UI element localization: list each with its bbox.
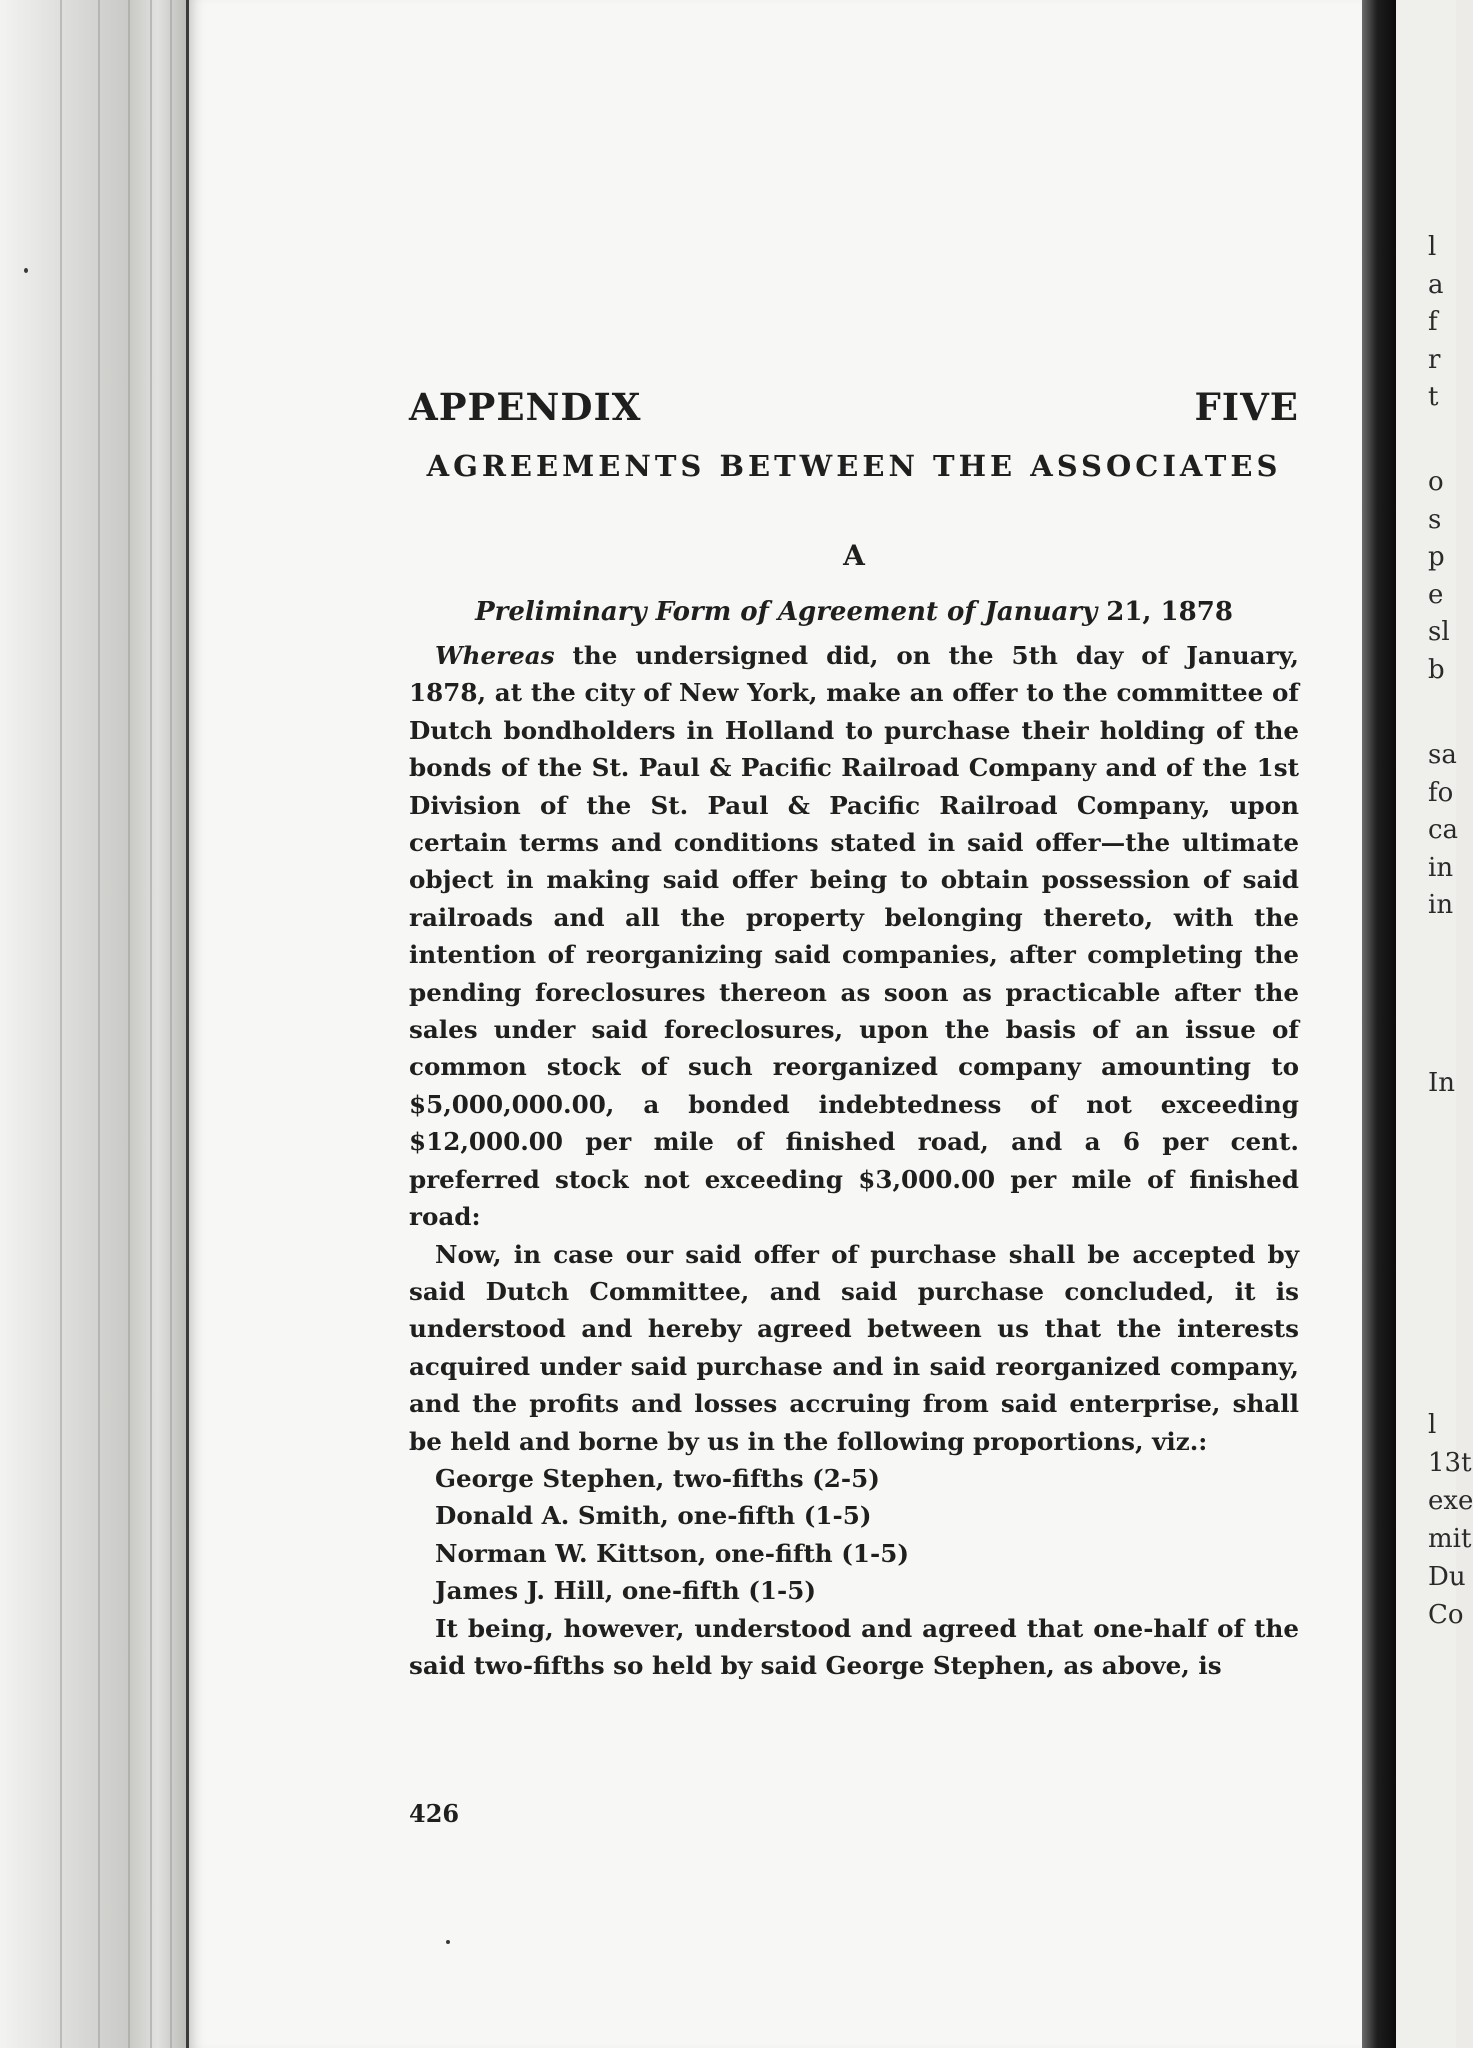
facing-fragment: Du: [1428, 1562, 1466, 1592]
facing-fragment: In: [1428, 1068, 1456, 1098]
facing-fragment: t: [1428, 382, 1439, 412]
proportion-item: Norman W. Kittson, one-fifth (1-5): [435, 1538, 909, 1568]
subtitle: [409, 597, 1299, 637]
facing-fragment: s: [1428, 505, 1442, 535]
facing-fragment: p: [1428, 542, 1445, 572]
subtitle-date: 21, 1878: [1097, 597, 1233, 627]
facing-fragment: sa: [1428, 740, 1457, 770]
proportion-item: Donald A. Smith, one-fifth (1-5): [435, 1501, 872, 1531]
page-number: 426: [409, 1799, 460, 1828]
facing-fragment: in: [1428, 853, 1454, 883]
facing-page: [1396, 0, 1473, 2048]
paragraph-closing: It being, however, understood and agreed that one-half of the said two-fifths so held by said George Stephen, as above, is: [409, 1613, 1299, 1680]
facing-fragment: a: [1428, 270, 1444, 300]
header-left: APPENDIX: [409, 385, 642, 429]
facing-fragment: in: [1428, 890, 1454, 920]
facing-fragment: ca: [1428, 815, 1459, 845]
facing-fragment: 13t: [1428, 1448, 1472, 1478]
facing-fragment: f: [1428, 307, 1438, 337]
header-right: FIVE: [1194, 385, 1299, 429]
facing-fragment: b: [1428, 655, 1445, 685]
book-gutter: [1362, 0, 1396, 2048]
facing-fragment: exe: [1428, 1486, 1473, 1516]
paragraph-whereas: [409, 637, 1299, 1236]
paragraph-lead: Whereas: [435, 641, 555, 670]
facing-fragment: l: [1428, 1410, 1437, 1440]
proportion-item: George Stephen, two-fifths (2-5): [435, 1463, 880, 1493]
facing-fragment: r: [1428, 345, 1441, 375]
facing-fragment: fo: [1428, 778, 1454, 808]
facing-fragment: sl: [1428, 617, 1450, 647]
facing-fragment: Co: [1428, 1600, 1464, 1630]
proportion-item: James J. Hill, one-fifth (1-5): [435, 1576, 816, 1606]
dust-speck: [446, 1940, 450, 1944]
facing-fragment: e: [1428, 580, 1444, 610]
paragraph-now: [409, 1236, 1299, 1460]
page-text-block: [409, 385, 1299, 1684]
page-stack-edges: [0, 0, 210, 2048]
paragraph-body: Now, in case our said offer of purchase shall be accepted by said Dutch Committee, and said purchase concluded, it is understood and hereby agreed between us that the interests acquired under said purchase and in said reorganized company, and the profits and losses accruing from said enterprise, shall be held and borne by us in the following proportions, viz.:: [409, 1239, 1299, 1456]
paragraph-body: the undersigned did, on the 5th day of January, 1878, at the city of New York, make an offer to the committee of Dutch bondholders in Holland to purchase their holding of the bonds of the St. Paul & Pacific Railroad Company and of the 1st Division of the St. Paul & Pacific Railroad Company, upon certain terms and conditions stated in said offer—the ultimate object in making said offer being to obtain possession of said railroads and all the property belonging thereto, with the intention of reorganizing said companies, after completing the pending foreclosures thereon as soon as practicable after the sales under said foreclosures, upon the basis of an issue of common stock of such reorganized company amounting to $5,000,000.00, a bonded indebtedness of not exceeding $12,000.00 per mile of finished road, and a 6 per cent. preferred stock not exceeding $3,000.00 per mile of finished road:: [409, 641, 1299, 1232]
subtitle-italic: Preliminary Form of Agreement of January: [475, 597, 1098, 627]
facing-fragment: mit: [1428, 1524, 1472, 1554]
dust-speck: [24, 268, 28, 273]
facing-fragment: l: [1428, 232, 1437, 262]
facing-fragment: o: [1428, 467, 1444, 497]
section-title: AGREEMENTS BETWEEN THE ASSOCIATES: [426, 449, 1282, 483]
section-letter: A: [843, 539, 865, 572]
running-header: [409, 385, 1299, 437]
